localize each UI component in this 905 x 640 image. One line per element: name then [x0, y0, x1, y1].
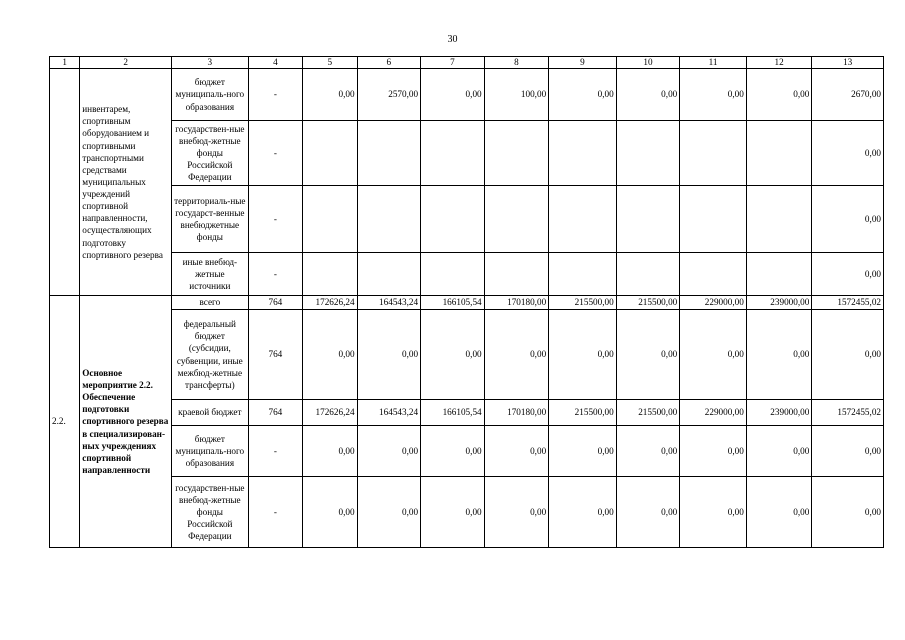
column-number-row [50, 57, 884, 69]
amount-cell: 166105,54 [421, 296, 485, 310]
activity-name-cell: инвентарем, спортивным оборудованием и спортивными транспортными средствами муниципальных учреждений спортивной направленности, осуществляющих подготовку спортивного резерва [80, 69, 172, 296]
table-row [50, 69, 884, 121]
amount-cell: 0,00 [746, 426, 812, 477]
amount-cell: 172626,24 [303, 400, 357, 426]
amount-cell [746, 186, 812, 253]
amount-cell: 0,00 [357, 426, 421, 477]
activity-name-cell: Основное мероприятие 2.2. Обеспечение подготовки спортивного резерва в специализирован-ных учреждениях спортивной направленности [80, 296, 172, 548]
amount-cell [484, 121, 549, 186]
column-header: 10 [616, 57, 680, 69]
amount-cell [357, 253, 421, 296]
amount-cell: 0,00 [421, 69, 485, 121]
amount-cell: 2570,00 [357, 69, 421, 121]
item-index-cell: 2.2. [50, 296, 80, 548]
amount-cell: 0,00 [303, 426, 357, 477]
amount-cell: 0,00 [680, 310, 747, 400]
amount-cell: 0,00 [549, 426, 617, 477]
amount-cell: 0,00 [812, 253, 884, 296]
funding-source-cell: иные внебюд-жетные источники [172, 253, 249, 296]
budget-code-cell: - [248, 69, 302, 121]
amount-cell: 0,00 [746, 69, 812, 121]
amount-cell: 0,00 [680, 69, 747, 121]
column-header: 13 [812, 57, 884, 69]
amount-cell: 0,00 [549, 477, 617, 548]
table-row [50, 186, 884, 253]
amount-cell: 0,00 [484, 426, 549, 477]
budget-code-cell: - [248, 121, 302, 186]
amount-cell: 170180,00 [484, 400, 549, 426]
funding-source-cell: краевой бюджет [172, 400, 249, 426]
amount-cell [616, 253, 680, 296]
amount-cell: 215500,00 [616, 296, 680, 310]
amount-cell: 229000,00 [680, 296, 747, 310]
amount-cell: 0,00 [680, 426, 747, 477]
column-header: 12 [746, 57, 812, 69]
amount-cell [746, 253, 812, 296]
amount-cell: 0,00 [616, 426, 680, 477]
amount-cell [303, 253, 357, 296]
amount-cell: 0,00 [746, 477, 812, 548]
table-row [50, 477, 884, 548]
amount-cell: 1572455,02 [812, 400, 884, 426]
column-header: 5 [303, 57, 357, 69]
amount-cell: 172626,24 [303, 296, 357, 310]
column-header: 4 [248, 57, 302, 69]
amount-cell: 0,00 [484, 477, 549, 548]
column-header: 9 [549, 57, 617, 69]
amount-cell: 0,00 [812, 186, 884, 253]
table-row [50, 296, 884, 310]
amount-cell [357, 186, 421, 253]
amount-cell: 239000,00 [746, 296, 812, 310]
table-row [50, 121, 884, 186]
amount-cell [421, 253, 485, 296]
column-header: 3 [172, 57, 249, 69]
amount-cell [549, 121, 617, 186]
budget-code-cell: - [248, 186, 302, 253]
funding-source-cell: бюджет муниципаль-ного образования [172, 69, 249, 121]
amount-cell: 0,00 [357, 477, 421, 548]
amount-cell [549, 253, 617, 296]
funding-source-cell: федеральный бюджет (субсидии, субвенции, иные межбюд-жетные трансферты) [172, 310, 249, 400]
amount-cell: 0,00 [421, 426, 485, 477]
amount-cell: 164543,24 [357, 400, 421, 426]
amount-cell: 0,00 [812, 426, 884, 477]
budget-code-cell: 764 [248, 400, 302, 426]
amount-cell: 0,00 [616, 69, 680, 121]
amount-cell [680, 186, 747, 253]
amount-cell: 170180,00 [484, 296, 549, 310]
column-header: 2 [80, 57, 172, 69]
budget-code-cell: - [248, 477, 302, 548]
budget-code-cell: - [248, 426, 302, 477]
amount-cell [680, 253, 747, 296]
amount-cell: 0,00 [680, 477, 747, 548]
amount-cell [421, 186, 485, 253]
amount-cell: 0,00 [357, 310, 421, 400]
amount-cell: 164543,24 [357, 296, 421, 310]
funding-source-cell: всего [172, 296, 249, 310]
column-header: 6 [357, 57, 421, 69]
table-row [50, 253, 884, 296]
amount-cell: 166105,54 [421, 400, 485, 426]
table-row [50, 426, 884, 477]
amount-cell: 0,00 [812, 310, 884, 400]
amount-cell: 0,00 [421, 477, 485, 548]
amount-cell: 215500,00 [549, 400, 617, 426]
amount-cell: 1572455,02 [812, 296, 884, 310]
budget-code-cell: 764 [248, 310, 302, 400]
budget-code-cell: - [248, 253, 302, 296]
budget-table [49, 56, 884, 548]
amount-cell: 0,00 [549, 310, 617, 400]
amount-cell: 100,00 [484, 69, 549, 121]
amount-cell [680, 121, 747, 186]
amount-cell: 0,00 [484, 310, 549, 400]
amount-cell [421, 121, 485, 186]
amount-cell [484, 253, 549, 296]
page-number: 30 [447, 34, 458, 45]
budget-code-cell: 764 [248, 296, 302, 310]
amount-cell: 0,00 [303, 69, 357, 121]
column-header: 8 [484, 57, 549, 69]
funding-source-cell: государствен-ные внебюд-жетные фонды Российской Федерации [172, 477, 249, 548]
table-row [50, 310, 884, 400]
amount-cell: 0,00 [303, 310, 357, 400]
amount-cell: 0,00 [549, 69, 617, 121]
amount-cell [746, 121, 812, 186]
amount-cell: 0,00 [746, 310, 812, 400]
amount-cell: 0,00 [421, 310, 485, 400]
column-header: 11 [680, 57, 747, 69]
amount-cell: 0,00 [812, 477, 884, 548]
column-header: 1 [50, 57, 80, 69]
amount-cell [616, 121, 680, 186]
amount-cell [357, 121, 421, 186]
funding-source-cell: государствен-ные внебюд-жетные фонды Российской Федерации [172, 121, 249, 186]
amount-cell: 215500,00 [549, 296, 617, 310]
amount-cell [549, 186, 617, 253]
amount-cell: 229000,00 [680, 400, 747, 426]
amount-cell [303, 186, 357, 253]
table-row [50, 400, 884, 426]
funding-source-cell: территориаль-ные государст-венные внебюджетные фонды [172, 186, 249, 253]
amount-cell [484, 186, 549, 253]
column-header: 7 [421, 57, 485, 69]
amount-cell [303, 121, 357, 186]
amount-cell: 0,00 [616, 477, 680, 548]
amount-cell: 0,00 [303, 477, 357, 548]
amount-cell: 215500,00 [616, 400, 680, 426]
amount-cell: 0,00 [616, 310, 680, 400]
amount-cell [616, 186, 680, 253]
amount-cell: 239000,00 [746, 400, 812, 426]
amount-cell: 2670,00 [812, 69, 884, 121]
amount-cell: 0,00 [812, 121, 884, 186]
item-index-cell [50, 69, 80, 296]
funding-source-cell: бюджет муниципаль-ного образования [172, 426, 249, 477]
